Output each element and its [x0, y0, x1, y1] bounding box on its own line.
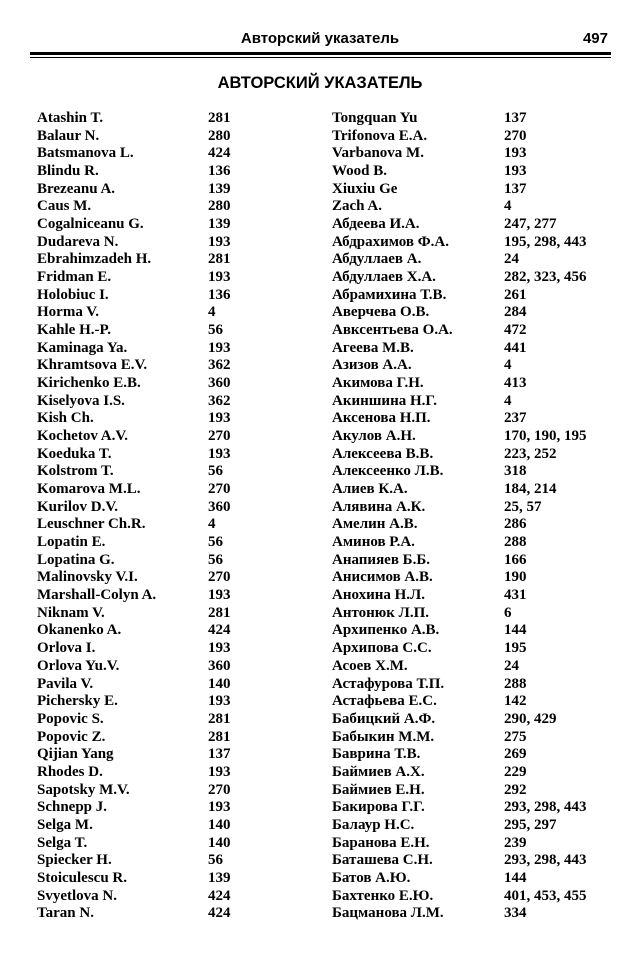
page-references: 281: [208, 604, 231, 621]
author-name: Marshall-Colyn A.: [37, 587, 157, 604]
author-name: Анисимов А.В.: [332, 569, 433, 586]
page-references: 280: [208, 198, 231, 215]
author-name: Аксенова Н.П.: [332, 410, 431, 427]
author-name: Lopatina G.: [37, 551, 115, 568]
page-references: 4: [504, 357, 512, 374]
author-name: Kolstrom T.: [37, 463, 114, 480]
page-references: 229: [504, 763, 527, 780]
author-name: Авксентьева О.А.: [332, 322, 453, 339]
page-references: 280: [208, 127, 231, 144]
author-name: Lopatin E.: [37, 534, 106, 551]
page-references: 223, 252: [504, 445, 557, 462]
page-references: 4: [208, 516, 216, 533]
author-name: Абдуллаев А.: [332, 251, 422, 268]
page-references: 360: [208, 657, 231, 674]
author-name: Khramtsova E.V.: [37, 357, 148, 374]
author-name: Orlova Yu.V.: [37, 657, 120, 674]
page-references: 362: [208, 392, 231, 409]
author-name: Баймиев Е.Н.: [332, 781, 425, 798]
author-name: Аверчева О.В.: [332, 304, 430, 321]
page-references: 4: [504, 198, 512, 215]
page-references: 56: [208, 852, 223, 869]
page-references: 237: [504, 410, 527, 427]
page-references: 24: [504, 251, 519, 268]
author-name: Kahle H.-P.: [37, 322, 112, 339]
page-references: 139: [208, 216, 231, 233]
author-name: Komarova M.L.: [37, 481, 141, 498]
page-references: 362: [208, 357, 231, 374]
author-name: Абдрахимов Ф.А.: [332, 233, 449, 250]
author-name: Tongquan Yu: [332, 110, 418, 126]
page-references: 282, 323, 456: [504, 269, 587, 286]
page-references: 193: [208, 410, 231, 427]
page-references: 195, 298, 443: [504, 233, 587, 250]
author-name: Rhodes D.: [37, 763, 103, 780]
author-name: Балаур Н.С.: [332, 816, 415, 833]
author-name: Pichersky E.: [37, 693, 118, 710]
page-references: 270: [208, 781, 231, 798]
page-references: 56: [208, 534, 223, 551]
author-name: Svyetlova N.: [37, 887, 117, 904]
page-references: 193: [208, 693, 231, 710]
author-name: Ebrahimzadeh H.: [37, 251, 152, 268]
page-references: 195: [504, 640, 527, 657]
page-references: 137: [208, 746, 231, 763]
author-name: Wood B.: [332, 163, 388, 180]
author-name: Kiselyova I.S.: [37, 392, 125, 409]
page-references: 4: [208, 304, 216, 321]
page-references: 193: [208, 339, 231, 356]
page-references: 6: [504, 604, 512, 621]
page-references: 281: [208, 728, 231, 745]
author-name: Амелин А.В.: [332, 516, 418, 533]
page-references: 288: [504, 675, 527, 692]
page-references: 140: [208, 834, 231, 851]
author-name: Selga M.: [37, 816, 93, 833]
page-references: 413: [504, 375, 527, 392]
running-head: [30, 28, 610, 50]
author-name: Popovic Z.: [37, 728, 106, 745]
author-name: Cogalniceanu G.: [37, 216, 144, 233]
author-name: Kochetov A.V.: [37, 428, 128, 445]
page-references: 270: [208, 569, 231, 586]
author-name: Atashin T.: [37, 110, 104, 126]
author-name: Kaminaga Ya.: [37, 339, 128, 356]
author-name: Астафьева Е.С.: [332, 693, 437, 710]
page-references: 4: [504, 392, 512, 409]
author-name: Kirichenko E.B.: [37, 375, 141, 392]
page-references: 56: [208, 322, 223, 339]
author-name: Акиншина Н.Г.: [332, 392, 437, 409]
page-references: 140: [208, 675, 231, 692]
author-name: Okanenko A.: [37, 622, 122, 639]
author-name: Бацманова Л.М.: [332, 905, 444, 922]
page-references: 166: [504, 551, 527, 568]
author-name: Акулов А.Н.: [332, 428, 416, 445]
page-references: 239: [504, 834, 527, 851]
author-name: Fridman E.: [37, 269, 112, 286]
page-references: 360: [208, 375, 231, 392]
author-name: Kish Ch.: [37, 410, 94, 427]
page-references: 281: [208, 110, 231, 126]
author-name: Бахтенко Е.Ю.: [332, 887, 434, 904]
page-references: 290, 429: [504, 710, 557, 727]
author-name: Баташева С.Н.: [332, 852, 433, 869]
author-name: Schnepp J.: [37, 799, 108, 816]
page-references: 193: [208, 763, 231, 780]
page-references: 293, 298, 443: [504, 799, 587, 816]
author-name: Qijian Yang: [37, 746, 114, 763]
page-references: 193: [208, 269, 231, 286]
author-name: Архипенко А.В.: [332, 622, 440, 639]
page-references: 295, 297: [504, 816, 557, 833]
page-references: 193: [208, 799, 231, 816]
author-name: Niknam V.: [37, 604, 105, 621]
author-name: Аминов Р.А.: [332, 534, 415, 551]
author-name: Leuschner Ch.R.: [37, 516, 146, 533]
author-name: Popovic S.: [37, 710, 104, 727]
page-number: 497: [582, 30, 608, 47]
page-references: 247, 277: [504, 216, 557, 233]
author-name: Zach A.: [332, 198, 383, 215]
page-references: 193: [208, 640, 231, 657]
author-name: Агеева М.В.: [332, 339, 414, 356]
header-rule-thin: [30, 57, 611, 58]
page-references: 281: [208, 251, 231, 268]
page-references: 136: [208, 163, 231, 180]
page-references: 193: [208, 445, 231, 462]
author-name: Алявина А.К.: [332, 498, 426, 515]
page-references: 136: [208, 286, 231, 303]
page-references: 144: [504, 869, 527, 886]
page-references: 275: [504, 728, 527, 745]
author-name: Blindu R.: [37, 163, 99, 180]
author-name: Акимова Г.Н.: [332, 375, 424, 392]
author-name: Malinovsky V.I.: [37, 569, 138, 586]
author-name: Анапияев Б.Б.: [332, 551, 431, 568]
page-references: 401, 453, 455: [504, 887, 587, 904]
author-name: Balaur N.: [37, 127, 100, 144]
page-references: 286: [504, 516, 527, 533]
author-name: Spiecker H.: [37, 852, 112, 869]
running-head-title: Авторский указатель: [240, 30, 400, 47]
author-name: Баймиев А.Х.: [332, 763, 425, 780]
author-name: Алексеенко Л.В.: [332, 463, 444, 480]
author-name: Бакирова Г.Г.: [332, 799, 425, 816]
section-title: АВТОРСКИЙ УКАЗАТЕЛЬ: [217, 74, 423, 92]
page-references: 270: [504, 127, 527, 144]
page-references: 288: [504, 534, 527, 551]
author-name: Dudareva N.: [37, 233, 119, 250]
page-references: 193: [208, 233, 231, 250]
author-name: Архипова С.С.: [332, 640, 432, 657]
author-name: Абрамихина Т.В.: [332, 286, 447, 303]
page-references: 56: [208, 463, 223, 480]
page-references: 140: [208, 816, 231, 833]
page-references: 139: [208, 869, 231, 886]
author-name: Абдуллаев Х.А.: [332, 269, 436, 286]
author-name: Trifonova E.A.: [332, 127, 428, 144]
author-name: Taran N.: [37, 905, 94, 922]
author-name: Баранова Е.Н.: [332, 834, 430, 851]
page-references: 424: [208, 145, 231, 162]
author-name: Бабыкин М.М.: [332, 728, 435, 745]
author-name: Алиев К.А.: [332, 481, 408, 498]
page-references: 144: [504, 622, 527, 639]
page-references: 170, 190, 195: [504, 428, 587, 445]
page-references: 270: [208, 428, 231, 445]
page-references: 360: [208, 498, 231, 515]
page-references: 193: [208, 587, 231, 604]
page-references: 24: [504, 657, 519, 674]
page-references: 293, 298, 443: [504, 852, 587, 869]
author-name: Kurilov D.V.: [37, 498, 118, 515]
author-name: Selga T.: [37, 834, 88, 851]
author-name: Азизов А.А.: [332, 357, 412, 374]
page-references: 25, 57: [504, 498, 542, 515]
page-references: 424: [208, 622, 231, 639]
page-references: 334: [504, 905, 527, 922]
page-references: 190: [504, 569, 527, 586]
author-name: Koeduka T.: [37, 445, 112, 462]
page-references: 441: [504, 339, 527, 356]
page-references: 184, 214: [504, 481, 557, 498]
author-name: Orlova I.: [37, 640, 96, 657]
page-references: 318: [504, 463, 527, 480]
page-references: 281: [208, 710, 231, 727]
author-name: Абдеева И.А.: [332, 216, 420, 233]
author-name: Баврина Т.В.: [332, 746, 421, 763]
header-rule-thick: [30, 52, 611, 55]
author-name: Асоев Х.М.: [332, 657, 408, 674]
page-references: 269: [504, 746, 527, 763]
author-name: Batsmanova L.: [37, 145, 134, 162]
author-name: Батов А.Ю.: [332, 869, 411, 886]
page-references: 270: [208, 481, 231, 498]
page-references: 284: [504, 304, 527, 321]
author-name: Xiuxiu Ge: [332, 180, 398, 197]
author-name: Stoiculescu R.: [37, 869, 127, 886]
page-references: 292: [504, 781, 527, 798]
author-name: Алексеева В.В.: [332, 445, 434, 462]
page-references: 424: [208, 887, 231, 904]
author-name: Анохина Н.Л.: [332, 587, 425, 604]
author-name: Антонюк Л.П.: [332, 604, 429, 621]
page-references: 193: [504, 145, 527, 162]
page-references: 56: [208, 551, 223, 568]
author-name: Pavila V.: [37, 675, 94, 692]
page-references: 472: [504, 322, 527, 339]
page-references: 139: [208, 180, 231, 197]
author-name: Horma V.: [37, 304, 99, 321]
page-references: 137: [504, 110, 527, 126]
page-references: 142: [504, 693, 527, 710]
author-name: Sapotsky M.V.: [37, 781, 130, 798]
page-references: 137: [504, 180, 527, 197]
author-name: Varbanova M.: [332, 145, 424, 162]
page-references: 193: [504, 163, 527, 180]
author-name: Brezeanu A.: [37, 180, 116, 197]
page-references: 424: [208, 905, 231, 922]
page-references: 261: [504, 286, 527, 303]
author-name: Бабицкий А.Ф.: [332, 710, 436, 727]
author-name: Holobiuc I.: [37, 286, 109, 303]
page-references: 431: [504, 587, 527, 604]
author-name: Астафурова Т.П.: [332, 675, 445, 692]
author-name: Caus M.: [37, 198, 92, 215]
